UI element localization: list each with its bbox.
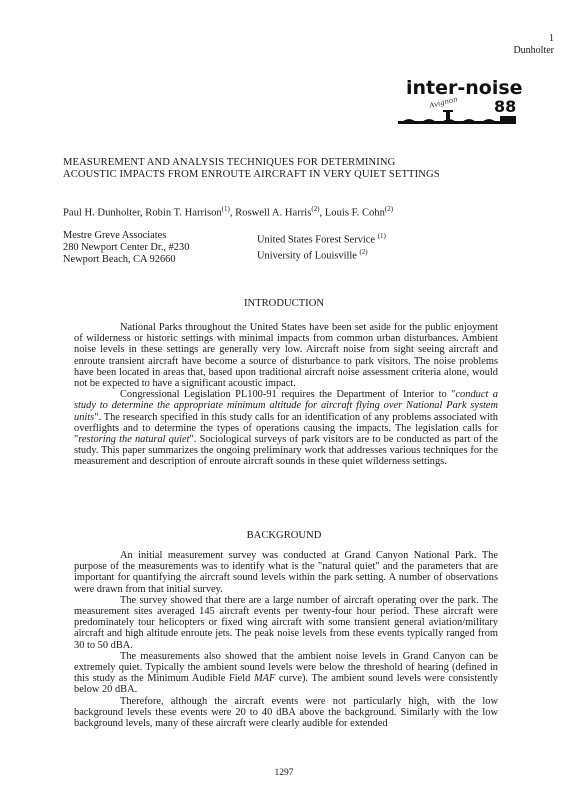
logo-subtext: Avignon	[428, 95, 459, 110]
background-heading: BACKGROUND	[246, 530, 322, 541]
affiliation-university: University of Louisville $^{(2)}$	[257, 248, 368, 262]
introduction-body	[74, 322, 498, 468]
title-line-1: MEASUREMENT AND ANALYSIS TECHNIQUES FOR DETERMINING	[63, 157, 396, 168]
author-1: Paul H. Dunholter,	[63, 207, 146, 219]
background-paragraph-1: An initial measurement survey was conducted at Grand Canyon National Park. The purpose of the measurements was to identify what is the "natural quiet" and the parameters that are important for quantifying the aircraft sound levels within the park setting. A number of observations were drawn from that initial survey.	[74, 550, 498, 595]
affiliation-right	[257, 230, 386, 263]
introduction-heading: INTRODUCTION	[243, 298, 325, 309]
author-3: , Roswell A. Harris	[229, 207, 312, 219]
affiliation-forest-service: United States Forest Service $^{(1)}$	[257, 232, 386, 246]
background-paragraph-4: Therefore, although the aircraft events were not particularly high, with the low background levels these events were 20 to 40 dBA above the background. Similarly with the low background levels, many of these aircraft were clearly audible for extended	[74, 695, 498, 730]
author-line	[63, 205, 393, 219]
title-line-2: ACOUSTIC IMPACTS FROM ENROUTE AIRCRAFT IN VERY QUIET SETTINGS	[63, 169, 440, 180]
introduction-paragraph-2: Congressional Legislation PL100-91 requires the Department of Interior to "conduct a study to determine the appropriate minimum altitude for aircraft flying over National Park system units". The research specified in this study calls for an identification of any problems associated with overflights and to determine the types of operations causing the impacts. The legislation calls for "restoring the natural quiet". Sociological surveys of park visitors are to be conducted as part of the study. This paper summarizes the ongoing preliminary work that addresses various techniques for the measurement and description of enroute aircraft sounds in these quiet wilderness settings.	[74, 389, 499, 468]
affiliation-city: Newport Beach, CA 92660	[63, 254, 176, 265]
author-4: , Louis F. Cohn	[319, 207, 385, 219]
background-body	[74, 550, 498, 729]
footer-page-number: 1297	[274, 768, 294, 778]
author-3-sup: (2)	[311, 205, 320, 213]
affiliation-street: 280 Newport Center Dr., #230	[63, 242, 190, 253]
author-2: Robin T. Harrison	[145, 207, 222, 219]
logo-wordmark: inter-noise	[406, 78, 523, 99]
conference-logo	[386, 78, 536, 138]
introduction-paragraph-1: National Parks throughout the United States have been set aside for the public enjoyment of wilderness or historic settings with minimal impacts from common urban disturbances. Ambient noise levels in these settings are generally very low. Aircraft noise from sight seeing aircraft and enroute transient aircraft have become a source of disturbance to park visitors. The noise problems have been located in areas that, based upon traditional aircraft noise assessment criteria alone, would not be expected to have a significant acoustic impact.	[74, 322, 498, 390]
background-paragraph-2: The survey showed that there are a large number of aircraft operating over the park. The measurement sites averaged 145 aircraft events per twenty-four hour period. These aircraft were predominately tour helicopters or fixed wing aircraft with some transient general aviation/military aircraft and high altitude enroute jets. The peak noise levels from these events typically ranged from 30 to 50 dBA.	[74, 594, 498, 651]
author-2-sup: (1)	[221, 205, 230, 213]
affiliation-left	[63, 230, 189, 266]
background-paragraph-3: The measurements also showed that the ambient noise levels in Grand Canyon can be extremely quiet. Typically the ambient sound levels were below the threshold of hearing (defined in this study as the Minimum Audible Field MAF curve). The ambient sound levels were consistently below 20 dBA.	[74, 650, 498, 696]
logo-year: 88	[494, 97, 517, 116]
page-number: 1	[549, 33, 554, 44]
affiliation-org: Mestre Greve Associates	[63, 230, 167, 241]
inter-noise-logo-icon	[386, 78, 536, 138]
author-4-sup: (2)	[384, 205, 394, 213]
paper-title	[63, 157, 440, 181]
running-author: Dunholter	[513, 45, 554, 56]
